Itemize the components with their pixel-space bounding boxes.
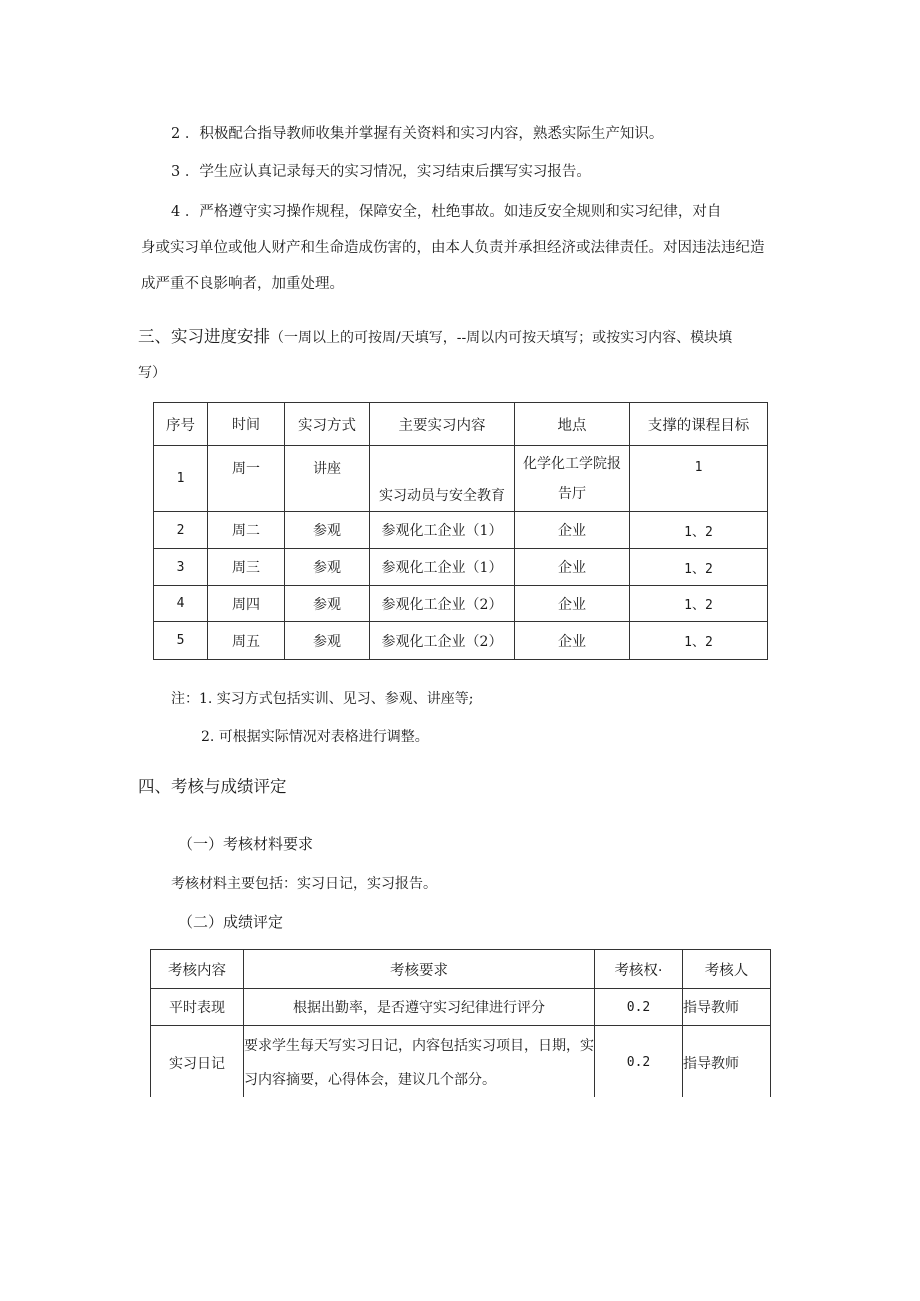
section4-title: 四、考核与成绩评定 <box>138 777 287 796</box>
cell-index: 5 <box>154 622 208 660</box>
table-note-2: 2. 可根据实际情况对表格进行调整。 <box>201 729 429 745</box>
cell-goal: 1、2 <box>630 622 768 660</box>
section3-note-cont: 写） <box>138 365 166 381</box>
cell-weight: 0.2 <box>595 989 683 1026</box>
table-row <box>154 549 768 586</box>
cell-item: 实习日记 <box>151 1026 244 1100</box>
col-header-content: 主要实习内容 <box>370 403 515 446</box>
section3-heading-line <box>138 326 732 348</box>
cell-location: 企业 <box>515 512 630 549</box>
cell-method: 参观 <box>285 586 370 622</box>
cell-time: 周五 <box>208 622 285 660</box>
col-header-requirement: 考核要求 <box>244 950 595 989</box>
cell-content: 参观化工企业（1） <box>370 512 515 549</box>
table-row <box>151 1026 771 1100</box>
cell-goal: 1 <box>630 446 768 512</box>
schedule-header-row <box>154 403 768 446</box>
rule-item-4-line2: 身或实习单位或他人财产和生命造成伤害的，由本人负责并承担经济或法律责任。对因违法违纪造 <box>141 240 765 256</box>
cell-item: 平时表现 <box>151 989 244 1026</box>
cell-location: 企业 <box>515 549 630 586</box>
cell-goal: 1、2 <box>630 549 768 586</box>
schedule-table <box>153 402 768 660</box>
cell-content: 参观化工企业（1） <box>370 549 515 586</box>
cell-weight: 0.2 <box>595 1026 683 1100</box>
cell-content: 参观化工企业（2） <box>370 622 515 660</box>
col-header-assessor: 考核人 <box>683 950 771 989</box>
col-header-method: 实习方式 <box>285 403 370 446</box>
cell-assessor: 指导教师 <box>683 989 771 1026</box>
assessment-header-row <box>151 950 771 989</box>
cell-requirement: 根据出勤率，是否遵守实习纪律进行评分 <box>244 989 595 1026</box>
cell-goal: 1、2 <box>630 586 768 622</box>
cell-method: 讲座 <box>285 446 370 512</box>
table-note-1: 注：1. 实习方式包括实训、见习、参观、讲座等; <box>171 691 474 707</box>
section3-title: 三、实习进度安排 <box>138 327 270 346</box>
cell-method: 参观 <box>285 549 370 586</box>
col-header-item: 考核内容 <box>151 950 244 989</box>
cell-requirement: 要求学生每天写实习日记，内容包括实习项目，日期，实习内容摘要，心得体会，建议几个部分。 <box>244 1026 595 1100</box>
cell-time: 周一 <box>208 446 285 512</box>
cell-location: 企业 <box>515 622 630 660</box>
rule-item-4-line3: 成严重不良影响者，加重处理。 <box>141 276 344 292</box>
cell-index: 4 <box>154 586 208 622</box>
table-row <box>151 989 771 1026</box>
section4-sub2-title: （二）成绩评定 <box>178 913 284 931</box>
cell-location: 企业 <box>515 586 630 622</box>
rule-item-2: 2 ．积极配合指导教师收集并掌握有关资料和实习内容，熟悉实际生产知识。 <box>171 126 664 142</box>
section3-note: （一周以上的可按周/天填写，--周以内可按天填写；或按实习内容、模块填 <box>270 330 733 346</box>
cell-index: 1 <box>154 446 208 512</box>
section4-sub1-title: （一）考核材料要求 <box>178 835 314 853</box>
cell-index: 3 <box>154 549 208 586</box>
table-row <box>154 446 768 512</box>
cell-content: 参观化工企业（2） <box>370 586 515 622</box>
cell-method: 参观 <box>285 512 370 549</box>
cell-time: 周四 <box>208 586 285 622</box>
col-header-goal: 支撑的课程目标 <box>630 403 768 446</box>
col-header-time: 时间 <box>208 403 285 446</box>
col-header-location: 地点 <box>515 403 630 446</box>
cell-content: 实习动员与安全教育 <box>370 446 515 512</box>
table-row <box>154 512 768 549</box>
cell-index: 2 <box>154 512 208 549</box>
col-header-index: 序号 <box>154 403 208 446</box>
rule-item-4-line1: 4 ．严格遵守实习操作规程，保障安全，杜绝事故。如违反安全规则和实习纪律，对自 <box>171 204 722 220</box>
section4-sub1-text: 考核材料主要包括：实习日记，实习报告。 <box>171 876 437 892</box>
page-cutoff-mask <box>149 1097 773 1103</box>
rule-item-3: 3 ．学生应认真记录每天的实习情况，实习结束后撰写实习报告。 <box>171 164 591 180</box>
table-row <box>154 586 768 622</box>
cell-time: 周三 <box>208 549 285 586</box>
table-row <box>154 622 768 660</box>
col-header-weight: 考核权· <box>595 950 683 989</box>
assessment-table <box>150 949 771 1100</box>
cell-goal: 1、2 <box>630 512 768 549</box>
cell-method: 参观 <box>285 622 370 660</box>
cell-location: 化学化工学院报告厅 <box>515 446 630 512</box>
cell-time: 周二 <box>208 512 285 549</box>
cell-assessor: 指导教师 <box>683 1026 771 1100</box>
